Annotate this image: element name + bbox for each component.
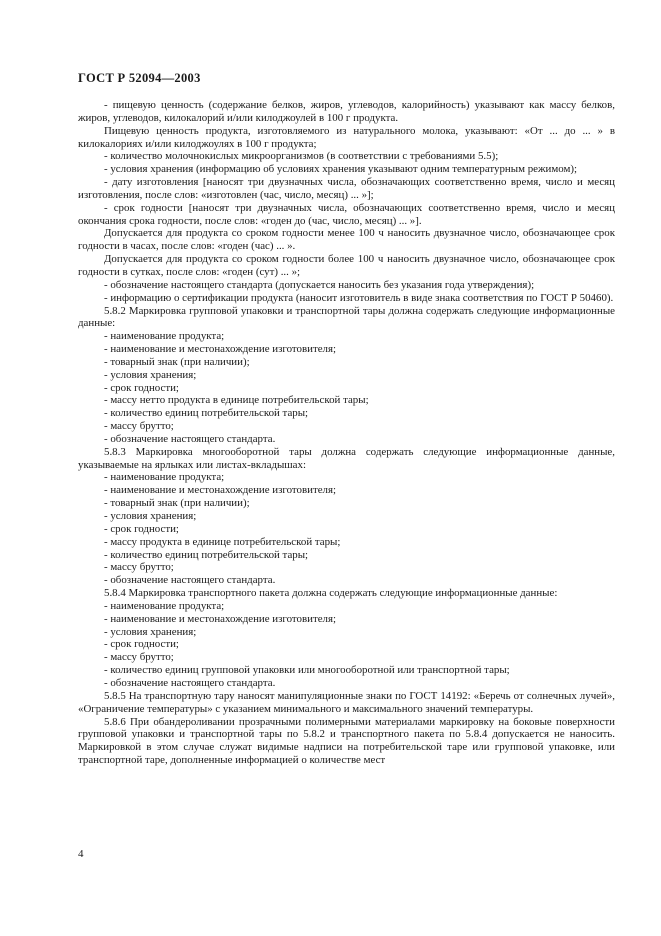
list-item: - массу брутто; [104, 561, 174, 574]
list-item: - обозначение настоящего стандарта. [104, 432, 276, 445]
list-item: - массу нетто продукта в единице потребительской тары; [104, 394, 369, 407]
list-item: - массу брутто; [104, 651, 174, 664]
document-header: ГОСТ Р 52094—2003 [78, 71, 201, 85]
list-item: - количество единиц потребительской тары; [104, 548, 309, 561]
paragraph: - информацию о сертификации продукта (наносит изготовитель в виде знака соответствия по ГОСТ Р 50460). [104, 291, 614, 304]
page-number: 4 [78, 848, 84, 860]
list-item: - наименование продукта; [104, 599, 225, 612]
paragraph: 5.8.4 Маркировка транспортного пакета должна содержать следующие информационные данные: [104, 587, 558, 600]
list-item: - срок годности; [104, 522, 179, 535]
list-item: - обозначение настоящего стандарта. [104, 574, 276, 587]
list-item: - срок годности; [104, 381, 179, 394]
paragraph: Допускается для продукта со сроком годности менее 100 ч наносить двузначное число, обозначающее срок годности в часах, после слов: «годен (час) ... ». [78, 227, 615, 253]
list-item: - срок годности; [104, 638, 179, 651]
paragraph: - срок годности [наносят три двузначных числа, обозначающих соответственно время, число и месяц окончания срока годности, после слов: «годен до (час, число, месяц) ... »]. [78, 201, 615, 227]
paragraph: 5.8.6 При обандероливании прозрачными полимерными материалами маркировку на боковые поверхности групповой упаковки и транспортной тары по 5.8.2 и транспортного пакета по 5.8.4 допускается не наносить. Маркировкой в этом случае служат видимые надписи на потребительской таре или групповой упаковке, или транспортной таре, дополненные информацией о количестве мест [78, 715, 615, 767]
list-item: - наименование и местонахождение изготовителя; [104, 343, 337, 356]
paragraph: 5.8.2 Маркировка групповой упаковки и транспортной тары должна содержать следующие информационные данные: [78, 304, 615, 330]
paragraph: - условия хранения (информацию об условиях хранения указывают одним температурным режимом); [104, 163, 577, 176]
list-item: - наименование продукта; [104, 471, 225, 484]
list-item: - количество единиц потребительской тары; [104, 407, 309, 420]
list-item: - условия хранения; [104, 510, 197, 522]
paragraph: - дату изготовления [наносят три двузначных числа, обозначающих соответственно время, число и месяц изготовления, после слов: «изготовлен (час, число, месяц) ... »]; [78, 176, 615, 201]
list-item: - массу продукта в единице потребительской тары; [104, 535, 341, 548]
list-item: - наименование и местонахождение изготовителя; [104, 612, 337, 625]
paragraph: Допускается для продукта со сроком годности более 100 ч наносить двузначное число, обозначающее срок годности в сутках, после слов: «годен (сут) ... »; [78, 253, 615, 278]
list-item: - наименование и местонахождение изготовителя; [104, 484, 337, 497]
paragraph: Пищевую ценность продукта, изготовляемого из натурального молока, указывают: «От ... до ... » в килокалориях и/или килоджоулях в 100 г продукта; [78, 124, 615, 150]
list-item: - массу брутто; [104, 420, 174, 433]
paragraph: 5.8.3 Маркировка многооборотной тары должна содержать следующие информационные данные, указываемые на ярлыках или листах-вкладышах: [78, 445, 615, 471]
list-item: - товарный знак (при наличии); [104, 355, 250, 368]
paragraph: - количество молочнокислых микроорганизмов (в соответствии с требованиями 5.5); [104, 150, 499, 163]
list-item: - условия хранения; [104, 625, 197, 638]
paragraph: - пищевую ценность (содержание белков, жиров, углеводов, калорийность) указывают как массу белков, жиров, углеводов, килокалорий и/или килоджоулей в 100 г продукта. [78, 99, 615, 124]
list-item: - количество единиц групповой упаковки или многооборотной или транспортной тары; [104, 664, 510, 677]
list-item: - наименование продукта; [104, 330, 225, 343]
list-item: - условия хранения; [104, 368, 197, 381]
list-item: - обозначение настоящего стандарта. [104, 676, 276, 689]
paragraph: - обозначение настоящего стандарта (допускается наносить без указания года утверждения); [104, 278, 535, 291]
list-item: - товарный знак (при наличии); [104, 497, 250, 510]
body-text [78, 99, 615, 767]
paragraph: 5.8.5 На транспортную тару наносят манипуляционные знаки по ГОСТ 14192: «Беречь от солнечных лучей», «Ограничение температуры» с указанием минимального и максимального значений температуры. [78, 689, 615, 715]
